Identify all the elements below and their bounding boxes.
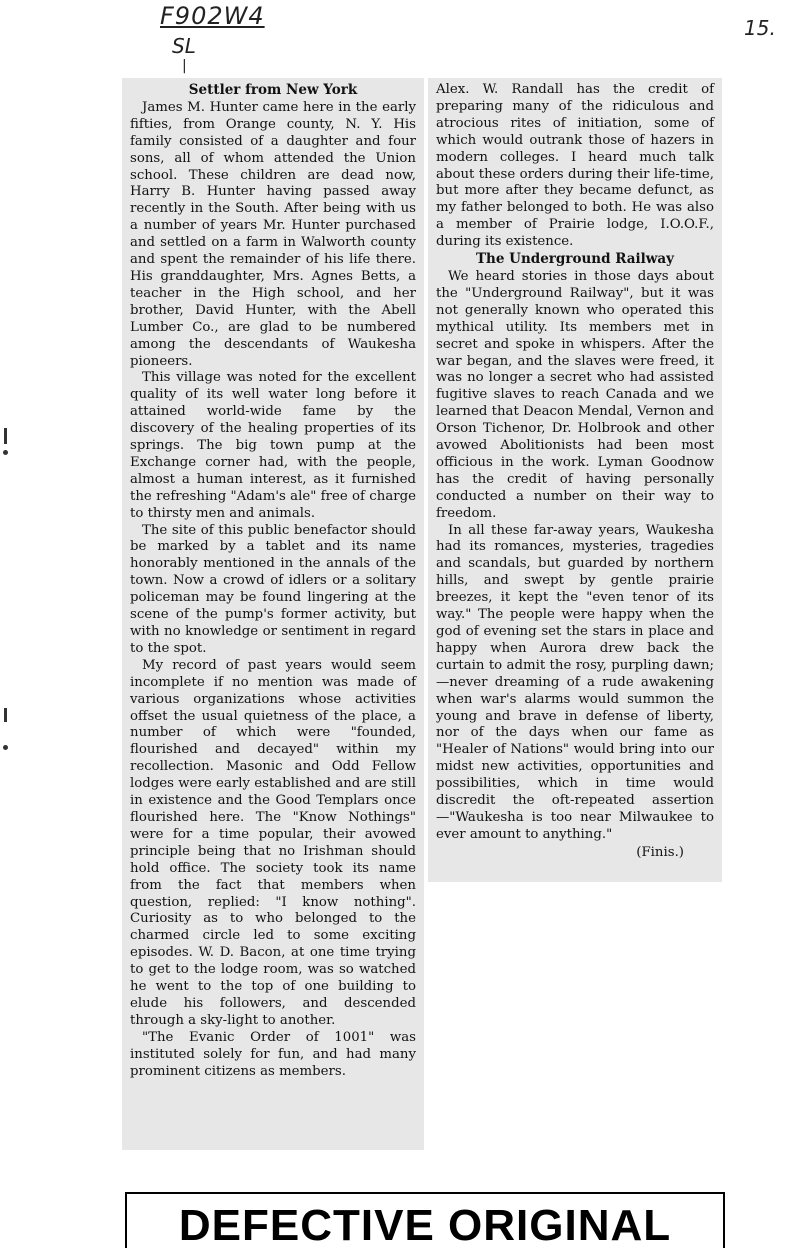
article-paragraph: The site of this public benefactor should be marked by a tablet and its name honorably mentioned in the annals of the town. Now a crowd of idlers or a solitary policeman may be found lingering at the scene of the pump's former activity, but with no knowledge or sentiment in regard to the spot.	[130, 522, 416, 656]
handwritten-tick: |	[182, 58, 187, 74]
section-heading: Settler from New York	[188, 82, 358, 98]
handwritten-page-number: 15.	[744, 16, 776, 40]
section-heading: The Underground Railway	[476, 251, 674, 268]
closing-text: (Finis.)	[636, 844, 684, 860]
article-paragraph: "The Evanic Order of 1001" was instituted solely for fun, and had many prominent citizens as members.	[130, 1029, 416, 1079]
left-column	[122, 78, 424, 1150]
margin-mark	[4, 708, 7, 722]
right-column	[428, 78, 722, 882]
article-paragraph: We heard stories in those days about the "Underground Railway", but it was not generally known who operated this mythical utility. Its members met in secret and spoke in whispers. After the war began, and the slaves were freed, it was no longer a secret who had assisted fugitive slaves to reach Canada and we learned that Deacon Mendal, Vernon and Orson Tichenor, Dr. Holbrook and other avowed Abolitionists had been most officious in the work. Lyman Goodnow has the credit of having personally conducted a number on their way to freedom.	[436, 268, 714, 521]
handwritten-reference: F902W4	[160, 2, 265, 30]
margin-dot	[3, 745, 8, 750]
article-paragraph: In all these far-away years, Waukesha had its romances, mysteries, tragedies and scandals, but guarded by northern hills, and swept by gentle prairie breezes, it kept the "even tenor of its way." The people were happy when the god of evening set the stars in place and happy when Aurora drew back the curtain to admit the rosy, purpling dawn;—never dreaming of a rude awakening when war's alarms would summon the young and brave in defense of liberty, nor of the days when our fame as "Healer of Nations" would bring into our midst new activities, opportunities and possibilities, which in time would discredit the oft-repeated assertion—"Waukesha is too near Milwaukee to ever amount to anything."	[436, 522, 714, 842]
margin-mark	[4, 428, 7, 444]
article-paragraph: My record of past years would seem incomplete if no mention was made of various organizations whose activities offset the usual quietness of the place, a number of which were "founded, flourished and decayed" within my recollection. Masonic and Odd Fellow lodges were early established and are still in existence and the Good Templars once flourished here. The "Know Nothings" were for a time popular, their avowed principle being that no Irishman should hold office. The society took its name from the fact that members when question, replied: "I know nothing". Curiosity as to who belonged to the charmed circle led to some exciting episodes. W. D. Bacon, at one time trying to get to the lodge room, was so watched he went to the top of one building to elude his followers, and descended through a sky-light to another.	[130, 657, 416, 1028]
handwritten-initials: SL	[172, 34, 196, 58]
margin-dot	[3, 450, 8, 455]
article-paragraph: This village was noted for the excellent quality of its well water long before it attained world-wide fame by the discovery of the healing properties of its springs. The big town pump at the Exchange corner had, with the people, almost a human interest, as it furnished the refreshing "Adam's ale" free of charge to thirsty men and animals.	[130, 370, 416, 521]
article-paragraph: James M. Hunter came here in the early fifties, from Orange county, N. Y. His family consisted of a daughter and four sons, all of whom attended the Union school. These children are dead now, Harry B. Hunter having passed away recently in the South. After being with us a number of years Mr. Hunter purchased and settled on a farm in Walworth county and spent the remainder of his life there. His granddaughter, Mrs. Agnes Betts, a teacher in the High school, and her brother, David Hunter, with the Abell Lumber Co., are glad to be numbered among the descendants of Waukesha pioneers.	[130, 99, 416, 369]
article-paragraph: Alex. W. Randall has the credit of preparing many of the ridiculous and atrocious rites of initiation, some of which would outrank those of hazers in modern colleges. I heard much talk about these orders during their life-time, but more after they became defunct, as my father belonged to both. He was also a member of Prairie lodge, I.O.O.F., during its existence.	[436, 82, 714, 250]
newspaper-clipping	[122, 78, 722, 1150]
defective-original-banner: DEFECTIVE ORIGINAL	[125, 1192, 725, 1248]
